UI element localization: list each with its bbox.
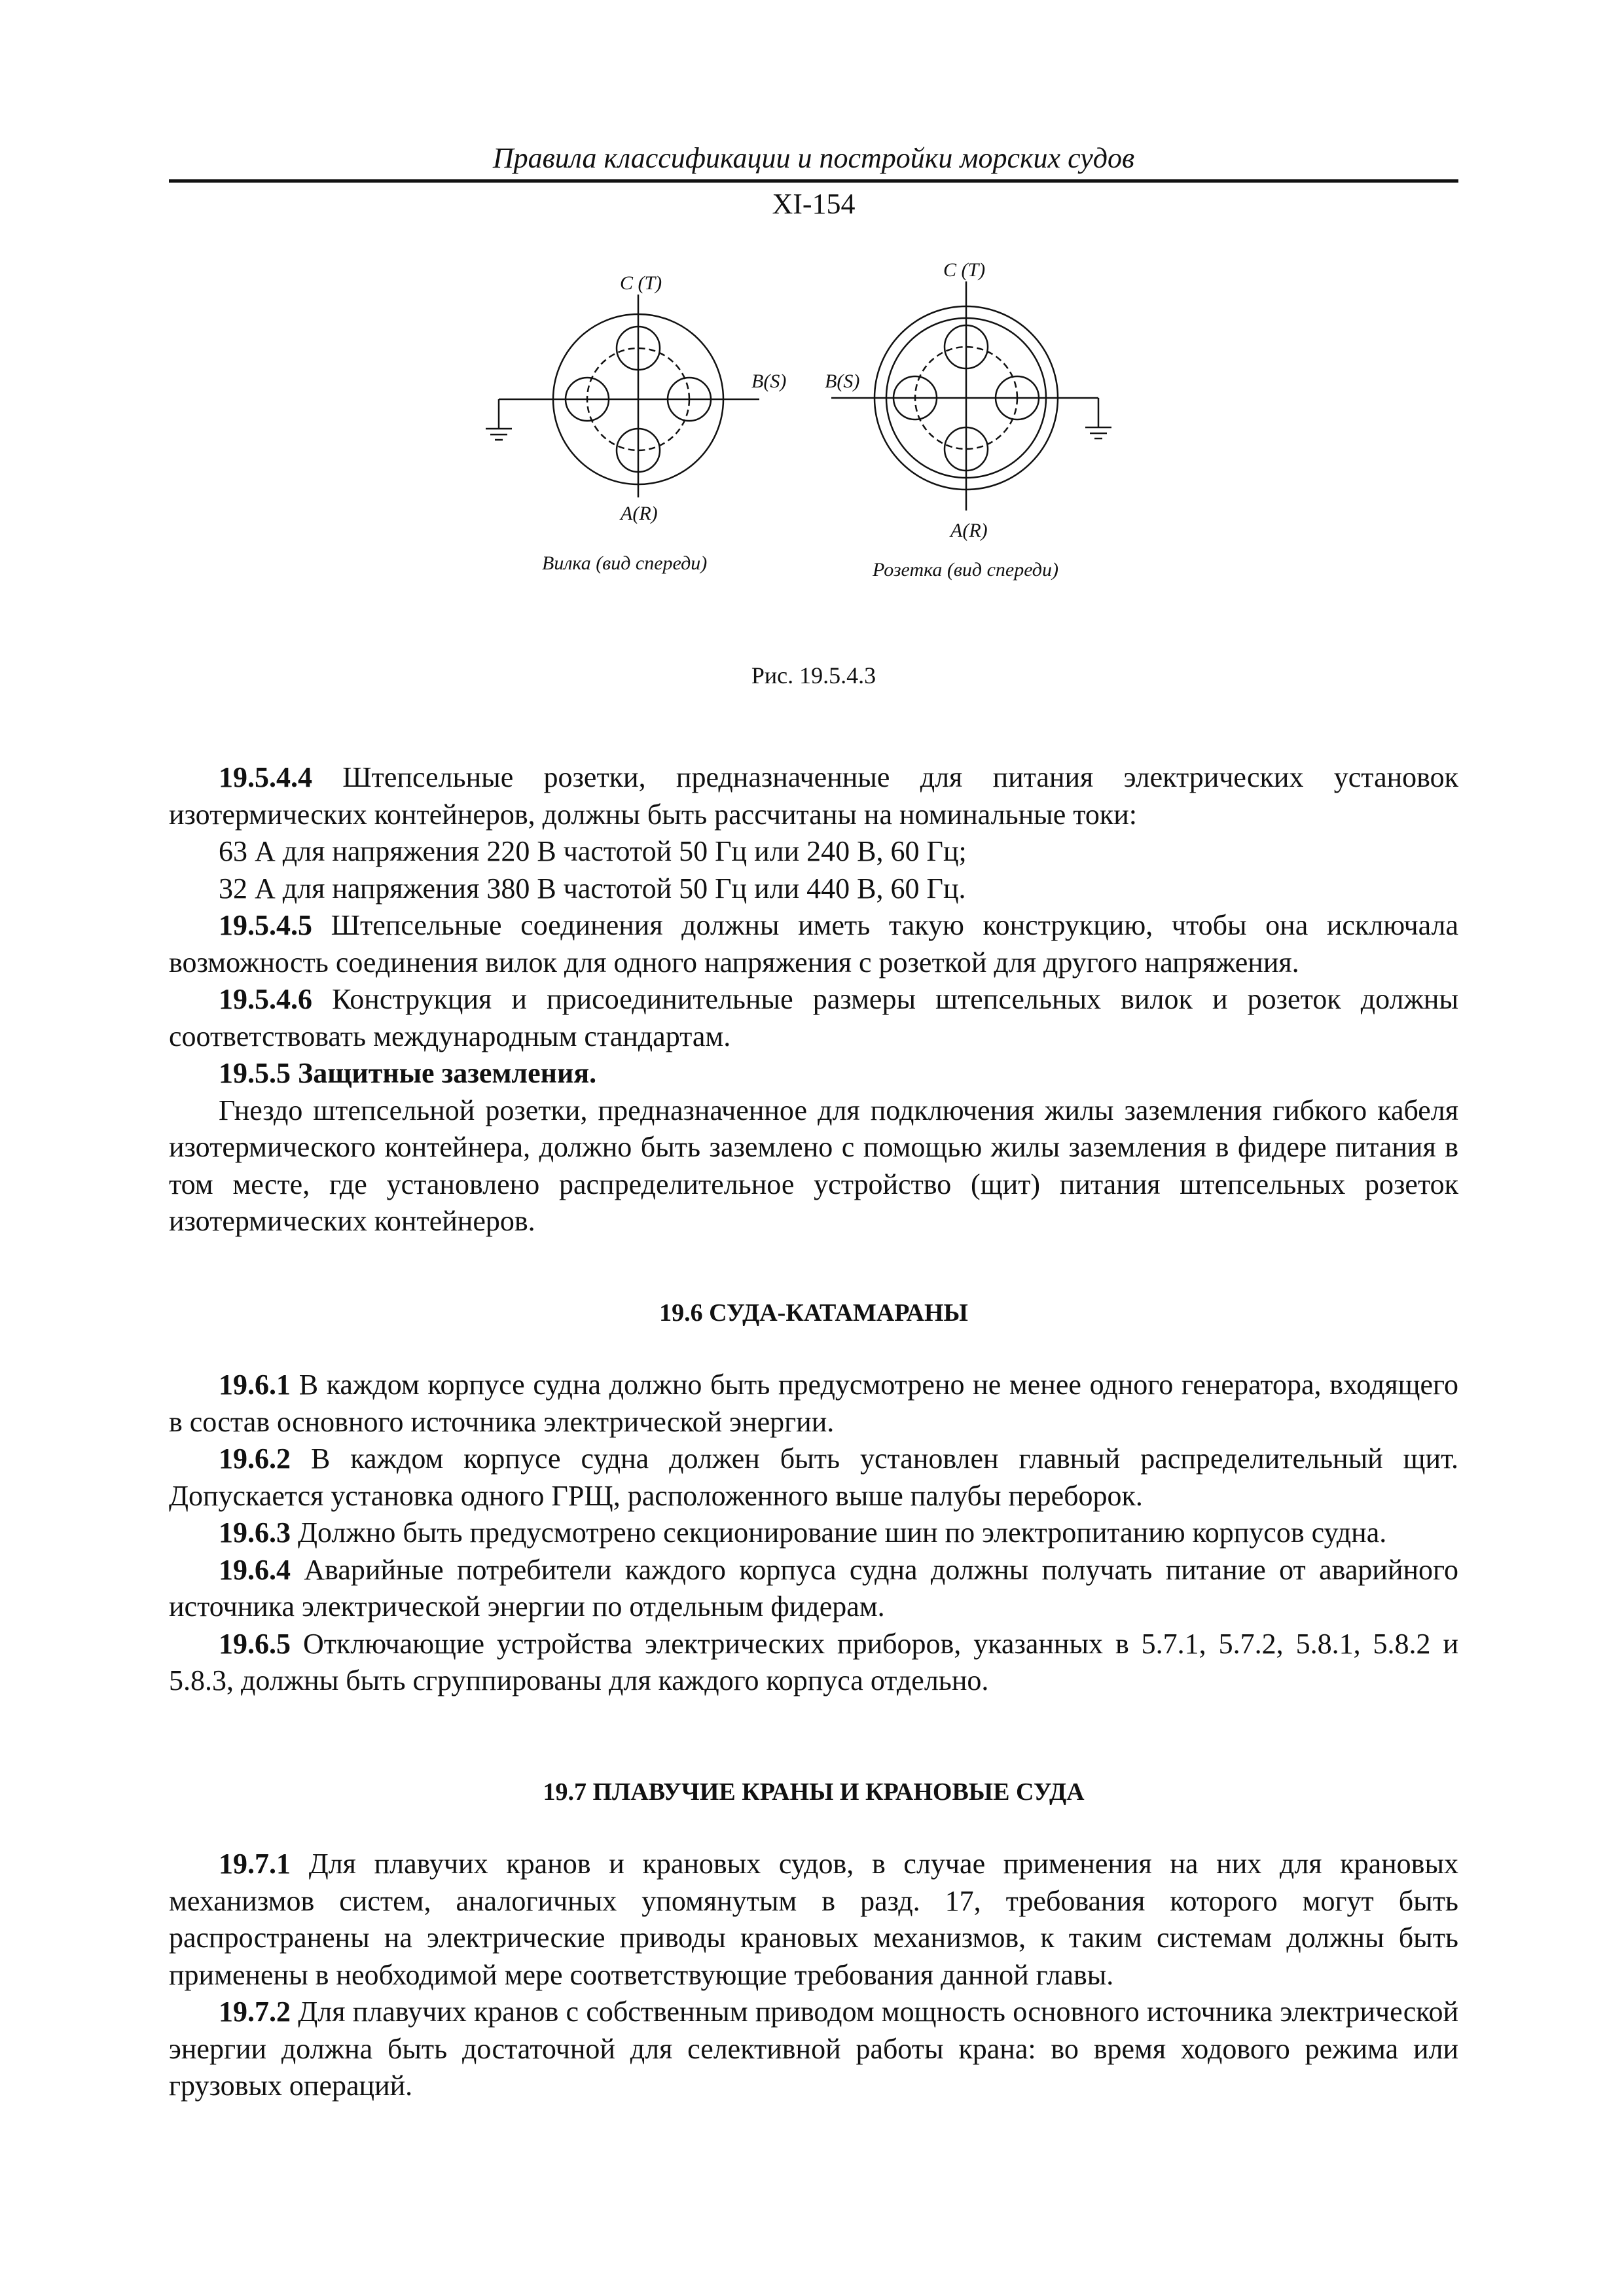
running-header-title: Правила классификации и постройки морских судов	[492, 142, 1135, 174]
subsection-title: Защитные заземления.	[298, 1057, 597, 1089]
paragraph-19-6-5	[169, 1626, 1458, 1700]
plug-label-a: A(R)	[621, 503, 658, 524]
paragraph-19-6-4	[169, 1552, 1458, 1626]
paragraph-text: Должно быть предусмотрено секционирование шин по электропитанию корпусов судна.	[298, 1516, 1387, 1549]
figure-caption: Рис. 19.5.4.3	[751, 662, 876, 689]
section-heading-19-7: 19.7 ПЛАВУЧИЕ КРАНЫ И КРАНОВЫЕ СУДА	[543, 1778, 1085, 1806]
section-heading-19-6: 19.6 СУДА-КАТАМАРАНЫ	[659, 1299, 968, 1327]
paragraph-text: Штепсельные розетки, предназначенные для питания электрических установок изотермических контейнеров, должны быть рассчитаны на номинальные токи:	[169, 761, 1458, 831]
paragraph-text: Конструкция и присоединительные размеры штепсельных вилок и розеток должны соответствовать международным стандартам.	[169, 983, 1459, 1052]
paragraph-text: Для плавучих кранов и крановых судов, в случае применения на них для крановых механизмов систем, аналогичных упомянутым в разд. 17, требования которого могут быть распространены на электрические приводы крановых механизмов, к таким системам должны быть применены в необходимой мере соответствующие требования данной главы.	[169, 1848, 1459, 1991]
paragraph-text: Штепсельные соединения должны иметь такую конструкцию, чтобы она исключала возможность соединения вилок для одного напряжения с розеткой для другого напряжения.	[169, 909, 1458, 978]
paragraph-number: 19.5.4.6	[219, 983, 312, 1015]
socket-label-b: B(S)	[825, 370, 860, 392]
plug-caption: Вилка (вид спереди)	[542, 552, 708, 574]
paragraph-text: В каждом корпусе судна должно быть предусмотрено не менее одного генератора, входящего в состав основного источника электрической энергии.	[169, 1369, 1459, 1438]
paragraph-19-7-1	[169, 1846, 1458, 1994]
paragraph-19-5-4-6	[169, 981, 1458, 1055]
plug-socket-diagram	[458, 249, 1178, 615]
socket-label-a: A(R)	[950, 520, 988, 541]
paragraph-19-5-4-5	[169, 907, 1458, 981]
paragraph-text: Для плавучих кранов с собственным приводом мощность основного источника электрической энергии должна быть достаточной для селективной работы крана: во время ходового режима или грузовых операций.	[169, 1996, 1458, 2102]
paragraph-number: 19.6.1	[219, 1369, 291, 1401]
paragraph-text: Аварийные потребители каждого корпуса судна должны получать питание от аварийного источника электрической энергии по отдельным фидерам.	[169, 1553, 1458, 1623]
paragraph-number: 19.7.1	[219, 1848, 291, 1880]
section-19-7-body	[169, 1846, 1458, 2105]
current-rating-32a: 32 А для напряжения 380 В частотой 50 Гц или 440 В, 60 Гц.	[219, 872, 966, 905]
plug-label-b: B(S)	[751, 370, 787, 392]
socket-label-c: C (T)	[943, 259, 986, 281]
paragraph-19-6-1	[169, 1367, 1458, 1441]
paragraph-19-5-4-4	[169, 759, 1458, 833]
current-rating-63a: 63 А для напряжения 220 В частотой 50 Гц или 240 В, 60 Гц;	[219, 835, 967, 867]
page-number: XI-154	[772, 188, 856, 220]
paragraph-number: 19.7.2	[219, 1996, 291, 2028]
paragraph-19-6-3	[169, 1515, 1458, 1552]
paragraph-grounding: Гнездо штепсельной розетки, предназначенное для подключения жилы заземления гибкого кабеля изотермического контейнера, должно быть заземлено с помощью жилы заземления в фидере питания в том месте, где установлено распределительное устройство (щит) питания штепсельных розеток изотермических контейнеров.	[169, 1094, 1458, 1237]
paragraph-number: 19.5.4.4	[219, 761, 312, 793]
paragraph-number: 19.6.4	[219, 1553, 291, 1586]
section-19-5-body	[169, 759, 1458, 1240]
socket-drawing	[831, 281, 1111, 511]
paragraph-number: 19.5.5	[219, 1057, 291, 1089]
plug-label-c: C (T)	[620, 272, 662, 294]
paragraph-19-5-5-title	[169, 1055, 1458, 1092]
paragraph-number: 19.6.3	[219, 1516, 291, 1549]
paragraph-number: 19.5.4.5	[219, 909, 312, 941]
section-19-6-body	[169, 1367, 1458, 1700]
paragraph-text: В каждом корпусе судна должен быть установлен главный распределительный щит. Допускается установка одного ГРЩ, расположенного выше палубы переборок.	[169, 1443, 1458, 1512]
figure-plug-socket	[458, 249, 1178, 615]
paragraph-19-6-2	[169, 1441, 1458, 1515]
paragraph-number: 19.6.5	[219, 1627, 291, 1660]
header-divider	[169, 179, 1458, 183]
socket-caption: Розетка (вид спереди)	[873, 559, 1058, 581]
paragraph-19-7-2	[169, 1994, 1458, 2105]
plug-drawing	[486, 295, 759, 497]
paragraph-text: Отключающие устройства электрических приборов, указанных в 5.7.1, 5.7.2, 5.8.1, 5.8.2 и 5.8.3, должны быть сгруппированы для каждого корпуса отдельно.	[169, 1627, 1459, 1696]
paragraph-number: 19.6.2	[219, 1443, 291, 1475]
